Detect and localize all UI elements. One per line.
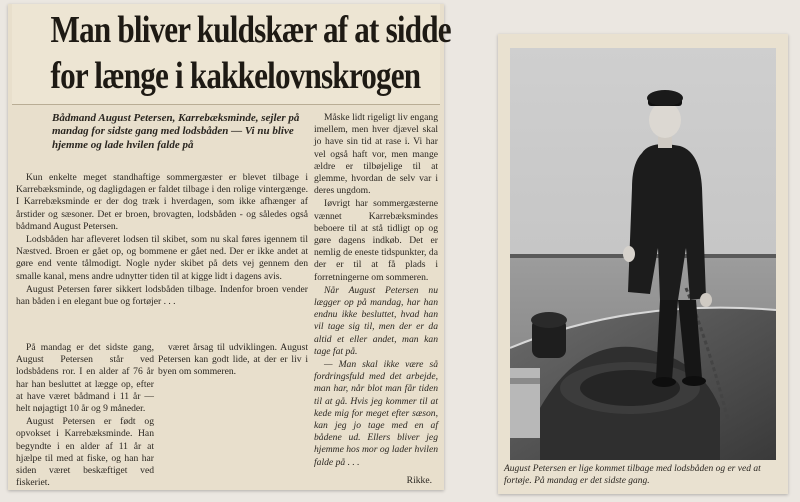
body-paragraph: På mandag er det sidste gang, August Petersen står ved lodsbådens ror. I en alder af 76 år har han besluttet at lægge op, efter at have været bådmand i 11 år — helt nøjagtigt 10 år og 9 måneder.	[16, 342, 154, 415]
photo-caption: August Petersen er lige kommet tilbage med lodsbåden og er ved at fortøje. På mandag er det sidste gang.	[504, 464, 761, 486]
lead-paragraph: Bådmand August Petersen, Karrebæksminde, sejler på mandag for sidste gang med lodsbåden — Vi nu blive hjemme og lade hvilen falde på	[52, 112, 300, 151]
body-paragraph: været årsag til udviklingen. August Petersen kan godt lide, at der er liv i byen om sommeren.	[158, 342, 308, 378]
headline-line-2: for længe i kakkelovnskrogen	[50, 55, 421, 97]
body-paragraph: Måske lidt rigeligt liv engang imellem, men hver djævel skal jo have sin tid at rase i. Vi har vel også haft vor, men mange ældre er tilbøjelige til at glemme, hvordan de selv var i deres ungdom.	[314, 112, 438, 197]
body-column-right	[314, 112, 438, 487]
body-paragraph: Iøvrigt har sommergæsterne vænnet Karrebæksmindes beboere til at stå tidligt op og gøre dagens indkøb. Det er nemlig de eneste tidspunkter, da der er til at få plads i forretningerne om sommeren.	[314, 198, 438, 283]
body-paragraph: August Petersen fører sikkert lodsbåden tilbage. Indenfor broen vender han båden i en elegant bue og fortøjer . . .	[16, 283, 308, 308]
body-column-left	[16, 342, 154, 490]
headline-line-1: Man bliver kuldskær af at sidde	[50, 9, 451, 51]
headline-box	[12, 4, 451, 105]
body-paragraph: Kun enkelte meget standhaftige sommergæster er blevet tilbage i Karrebæksminde, og dagligdagen er faldet tilbage i den rolige vintergænge. I Karrebæksminde er der dog træk i hverdagen, som ikke afhænger af årstider og sæsoner. Det er broen, brovagten, lodsbåden - og således også bådmand August Petersen.	[16, 172, 308, 232]
photo-of-boatman-on-boat	[510, 48, 776, 460]
body-paragraph: August Petersen er født og opvokset i Karrebæksminde. Han begyndte i en alder af 11 år at hjælpe til med at fiske, og han har siden været beskæftiget ved fiskeriet.	[16, 416, 154, 489]
body-column-main	[16, 172, 308, 309]
body-paragraph-italic: — Man skal ikke være så fordringsfuld med det arbejde, man har, når blot man får tiden til at gå. Hvis jeg kommer til at kede mig for meget efter sæson, kan jeg jo tage med en af bådene ud. Ellers bliver jeg hjemme hos mor og lader hvilen falde på . . .	[314, 359, 438, 468]
photo-clipping	[498, 34, 788, 494]
body-paragraph: Lodsbåden har afleveret lodsen til skibet, som nu skal føres igennem til Næstved. Broen er gået op, og bommene er gået ned. Der er ikke andet at gøre end vente tålmodigt. Nogle nyder skibet på dets vej gennem den smalle kanal, mens andre udnytter tiden til at kigge lidt i dagens avis.	[16, 234, 308, 282]
body-column-middle	[158, 342, 308, 380]
author-signature: Rikke.	[406, 474, 432, 486]
article-clipping	[8, 4, 451, 490]
body-paragraph-italic: Når August Petersen nu lægger op på mandag, har han endnu ikke besluttet, hvad han vil tage sig til, men der er da altid et eller andet, man kan tage fat på.	[314, 284, 438, 357]
